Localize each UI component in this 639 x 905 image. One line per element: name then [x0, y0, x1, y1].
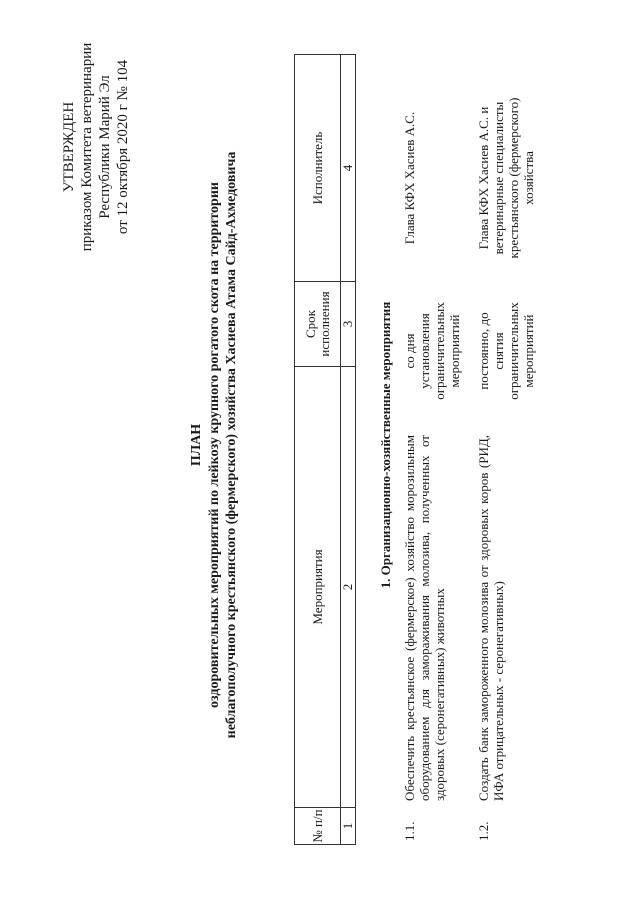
header-term: Срок исполнения: [295, 282, 341, 367]
row-number: 1.1.: [402, 821, 417, 841]
section-title: 1. Организационно-хозяйственные мероприятия: [378, 301, 393, 589]
title-line-1: ПЛАН: [189, 423, 204, 467]
header-num: № п/п: [295, 808, 341, 845]
approval-line-2: приказом Комитета ветеринарии: [79, 42, 95, 252]
row-number: 1.2.: [476, 821, 491, 841]
approval-stamp: [60, 17, 132, 277]
document-title: [188, 45, 240, 845]
approval-line-1: УТВЕРЖДЕН: [61, 101, 77, 193]
col-number-2: 2: [341, 367, 356, 808]
plan-table-header: [294, 54, 356, 845]
row-executor: Глава КФХ Хасиев А.С.: [402, 111, 417, 245]
row-measure: Обеспечить крестьянское (фермерское) хозяйство морозильным оборудованием для замораживания молозива, полученных от здоровых (серонегативных) животных: [402, 435, 447, 801]
row-executor: Глава КФХ Хасиев А.С. и ветеринарные специалисты крестьянского (фермерского) хозяйства: [476, 97, 536, 259]
col-number-4: 4: [341, 55, 356, 282]
col-number-1: 1: [341, 808, 356, 845]
row-measure: Создать банк замороженного молозива от здоровых коров (РИД, ИФА отрицательных - серонегативных): [476, 435, 506, 801]
header-measures: Мероприятия: [295, 367, 341, 808]
approval-line-3: Республики Марий Эл: [97, 75, 113, 219]
header-executor: Исполнитель: [295, 55, 341, 282]
title-line-3: неблагополучного крестьянского (фермерского) хозяйства Хасиева Атама Сайд-Ахмедовича: [224, 151, 239, 739]
col-number-3: 3: [341, 282, 356, 367]
approval-line-4: от 12 октября 2020 г № 104: [115, 59, 131, 235]
title-line-2: оздоровительных мероприятий по лейкозу крупного рогатого скота на территории: [207, 182, 222, 708]
row-term: постоянно, до снятия ограничительных мероприятий: [476, 302, 536, 400]
row-term: со дня установления ограничительных мероприятий: [402, 302, 462, 400]
